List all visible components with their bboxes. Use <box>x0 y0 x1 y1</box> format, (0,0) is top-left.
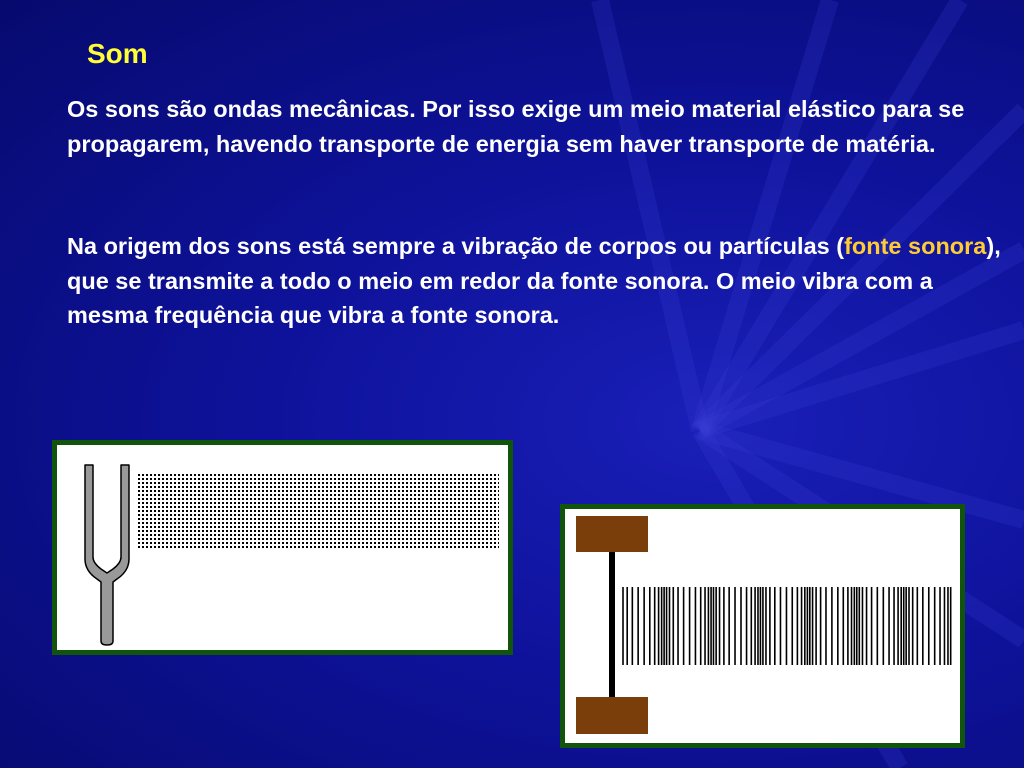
paragraph-sound-waves: Os sons são ondas mecânicas. Por isso exige um meio material elástico para se propagarem, havendo transporte de energia sem haver transporte de matéria. <box>67 96 965 157</box>
paragraph-part: ), que se transmite a todo o meio em redor da fonte sonora. O meio vibra com a mesma frequência que vibra a fonte sonora. <box>67 233 1001 328</box>
top-block <box>576 516 648 552</box>
sound-wave-particles <box>137 472 499 548</box>
tuning-fork-icon <box>85 465 129 645</box>
highlight-fonte-sonora: fonte sonora <box>844 233 987 259</box>
paragraph-part: Na origem dos sons está sempre a vibração de corpos ou partículas ( <box>67 233 845 259</box>
bottom-block <box>576 697 648 734</box>
slide-title: Som <box>87 38 148 69</box>
tuning-fork-figure <box>57 445 508 650</box>
vibrating-rod <box>609 552 615 697</box>
compression-lines <box>623 587 951 665</box>
paragraph-sound-source <box>67 229 1007 333</box>
tuning-fork-illustration <box>52 440 513 655</box>
vibrating-rod-figure <box>565 509 960 743</box>
vibrating-rod-illustration <box>560 504 965 748</box>
